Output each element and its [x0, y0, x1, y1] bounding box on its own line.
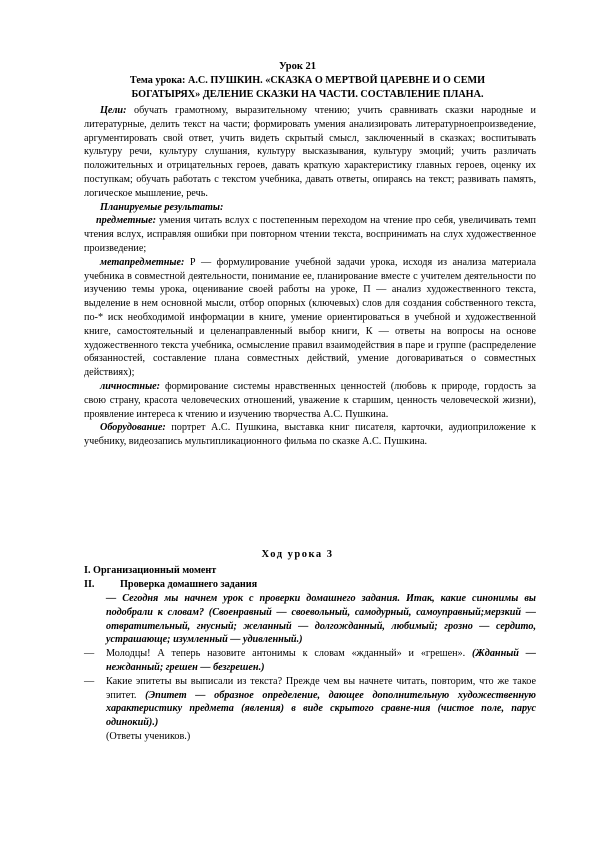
dialog-block — [84, 592, 536, 744]
goals-and-results — [84, 104, 536, 449]
personal-text: формирование системы нравственных ценностей (любовь к природе, гордость за свою страну, красота человеческих отношений, уважение к старшим, ценность человеческой жизни), проявление интереса к чтению и изучению творчества А.С. Пушкина. — [84, 380, 536, 420]
meta-text: Р — формулирование учебной задачи урока, исходя из анализа материала учебника в совместной деятельности, понимание ее, планирование вместе с учителем деятельности по изучению темы урока, оценивание своей работы на уроке, П — анализ художественного текста, выделение в нем основной мысли, отбор опорных (ключевых) слов для создания собственного текста, по-* иск необходимой информации в книге, умение ориентироваться в учебной и художественной книге, самостоятельный и целенаправленный выбор книги, К — ответы на вопросы на основе художественного текста учебника, осмысление правил взаимодействия в паре и группе (распределение обязанностей, составление плана совместных действий, умение договариваться о совместных действиях); — [84, 256, 536, 379]
subject-label: предметные: — [96, 215, 157, 227]
title-line-1: Тема урока: А.С. ПУШКИН. «СКАЗКА О МЕРТВОЙ ЦАРЕВНЕ И О СЕМИ — [129, 75, 486, 86]
dialog-item-2: — Молодцы! А теперь назовите антонимы к словам «жданный» и «грешен». (Жданный — нежданный; грешен — безгрешен.) — [84, 648, 536, 673]
section-organizational: I. Организационный момент — [84, 565, 217, 576]
personal-results — [84, 380, 536, 421]
goals-label: Цели: — [100, 105, 127, 116]
dash: — — [84, 648, 95, 660]
equipment-text: портрет А.С. Пушкина, выставка книг писателя, карточки, аудиоприложение к учебнику, видеозапись мультипликационного фильма по сказке А.С. Пушкина. — [84, 422, 536, 448]
meta-label: метапредметные: — [100, 256, 185, 268]
goals-text: обучать грамотному, выразительному чтению; учить сравнивать сказки народные и литературные, делить текст на части; формировать умения анализировать литературноепроизведение, аргументировать свой ответ, учить видеть скрытый смысл, заключенный в сказках; воспитывать культуру речи, культуру слушания, культуру высказывания, культуру эмоций; учить различать положительных и отрицательных героев, давать краткую характеристику главных героев, оценку их поступкам; обучать работать с текстом учебника, давать ответы, опираясь на текст; развивать память, логическое мышление, речь. — [84, 105, 536, 199]
subject-results — [84, 214, 536, 255]
personal-label: личностные: — [100, 380, 161, 392]
section-number: II. — [84, 579, 95, 590]
lesson-title — [90, 74, 525, 102]
subject-text: умения читать вслух с постепенным переходом на чтение про себя, увеличивать темп чтения вслух, исправляя ошибки при повторном чтении текста, воспринимать на слух художественное произведение; — [84, 215, 536, 254]
lesson-flow-heading: Ход урока 3 — [261, 549, 334, 560]
dialog-item-1: — Сегодня мы начнем урок с проверки домашнего задания. Итак, какие синонимы вы подобрали к словам? (Своенравный — своевольный, самодурный, самоуправный;мерзкий — отвратительный, гнусный; желанный — долгожданный, любимый; грозно — сердито, устрашающе; изумленный — удивленный.) — [106, 593, 536, 646]
section-homework-check — [84, 578, 536, 592]
lesson-number: Урок 21 — [278, 61, 317, 72]
title-line-2: БОГАТЫРЯХ» ДЕЛЕНИЕ СКАЗКИ НА ЧАСТИ. СОСТАВЛЕНИЕ ПЛАНА. — [131, 89, 484, 100]
results-heading: Планируемые результаты: — [100, 201, 224, 213]
equipment-label: Оборудование: — [100, 422, 166, 434]
goals-paragraph — [84, 104, 536, 201]
meta-results — [84, 256, 536, 380]
equipment-paragraph — [84, 421, 536, 449]
dialog-item-3: — Какие эпитеты вы выписали из текста? Прежде чем вы начнете читать, повторим, что же такое эпитет. (Эпитет — образное определение, дающее дополнительную художественную характеристику предмета (явления) в виде скрытого сравне-ния (чистое поле, парус одинокий).) — [84, 675, 536, 729]
student-answers: (Ответы учеников.) — [106, 730, 191, 742]
dash: — — [84, 675, 95, 687]
section-title: Проверка домашнего задания — [120, 579, 258, 590]
